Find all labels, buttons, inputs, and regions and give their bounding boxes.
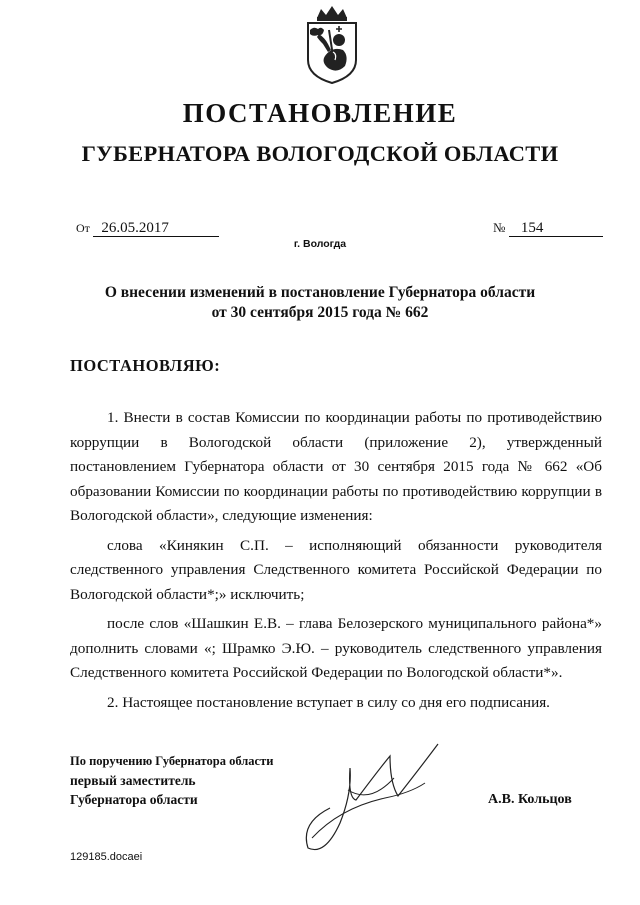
- document-date: 26.05.2017: [93, 220, 219, 237]
- document-subtitle: ГУБЕРНАТОРА ВОЛОГОДСКОЙ ОБЛАСТИ: [81, 141, 559, 166]
- vologda-coat-of-arms-icon: [303, 4, 361, 86]
- document-subject: [0, 283, 640, 323]
- document-body: [70, 406, 602, 715]
- handwritten-signature: [290, 738, 460, 858]
- date-prefix: От: [76, 221, 90, 235]
- signatory-title: [70, 752, 273, 809]
- city-label: г. Вологда: [293, 238, 347, 250]
- subject-line-1: О внесении изменений в постановление Губернатора области: [104, 284, 536, 301]
- signatory-name: А.В. Кольцов: [488, 792, 572, 807]
- document-number: 154: [509, 220, 603, 237]
- signatory-line-3: Губернатора области: [70, 792, 198, 807]
- document-code: 129185.docaei: [70, 851, 143, 863]
- body-paragraph-1: 1. Внести в состав Комиссии по координации работы по противодействию коррупции в Вологодской области (приложение 2), утвержденный постановлением Губернатора области от 30 сентября 2015 года № 662 «Об образовании Комиссии по координации работы по противодействию коррупции в Вологодской области», следующие изменения:: [70, 409, 602, 524]
- number-field: [493, 220, 603, 237]
- document-title: ПОСТАНОВЛЕНИЕ: [182, 98, 458, 128]
- signatory-line-1: По поручению Губернатора области: [70, 754, 274, 768]
- body-paragraph-4: 2. Настоящее постановление вступает в силу со дня его подписания.: [107, 693, 550, 711]
- decree-heading: ПОСТАНОВЛЯЮ:: [70, 356, 221, 375]
- subject-line-2: от 30 сентября 2015 года № 662: [211, 304, 429, 321]
- body-paragraph-3: после слов «Шашкин Е.В. – глава Белозерского муниципального района*» дополнить словами «; Шрамко Э.Ю. – руководитель следственного управления Следственного комитета Российской Федерации по Вологодской области*».: [70, 615, 602, 681]
- date-field: [76, 220, 219, 237]
- signatory-line-2: первый заместитель: [70, 773, 196, 788]
- body-paragraph-2: слова «Кинякин С.П. – исполняющий обязанности руководителя следственного управления Следственного комитета Российской Федерации по Вологодской области*;» исключить;: [70, 536, 602, 603]
- number-prefix: №: [493, 220, 506, 235]
